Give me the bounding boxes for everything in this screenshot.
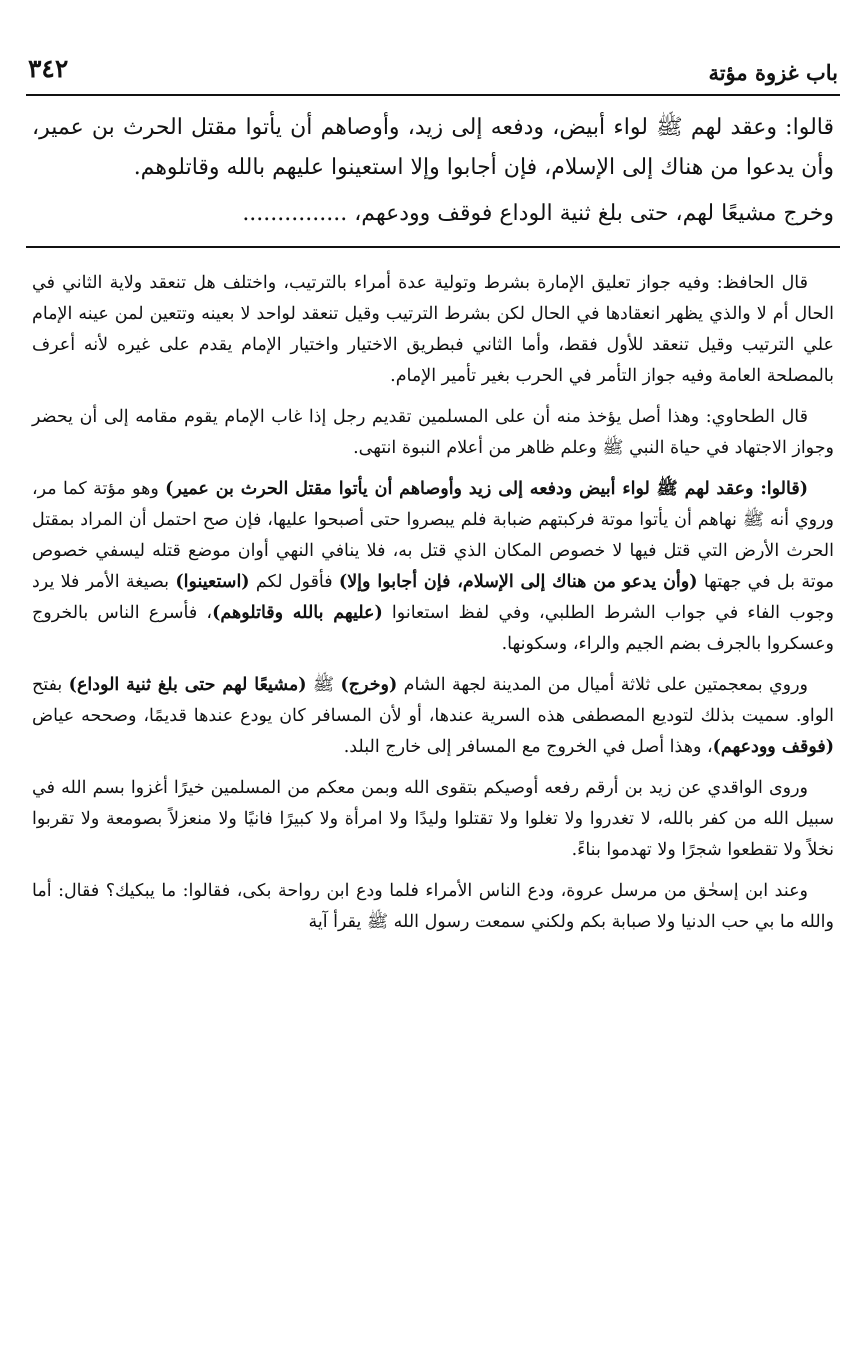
- quoted-text: (وأن يدعو من هناك إلى الإسلام، فإن أجابوا وإلا): [338, 572, 698, 592]
- commentary-paragraph: قال الطحاوي: وهذا أصل يؤخذ منه أن على المسلمين تقديم رجل إذا غاب الإمام يقوم مقامه إلى أن يحضر وجواز الاجتهاد في حياة النبي ﷺ وعلم ظاهر من أعلام النبوة انتهى.: [32, 407, 834, 458]
- page-number: ٣٤٢: [28, 54, 69, 83]
- book-page: [26, 50, 840, 1350]
- commentary-text: ﷺ: [306, 675, 341, 695]
- commentary-text: وروي بمعجمتين على ثلاثة أميال من المدينة لجهة الشام: [397, 675, 809, 695]
- quoted-text: (وخرج): [340, 675, 398, 695]
- commentary-text: فأقول لكم: [249, 572, 339, 592]
- chapter-title: باب غزوة مؤتة: [708, 60, 838, 85]
- quoted-text: (استعينوا): [175, 572, 250, 592]
- commentary-paragraph: [32, 670, 834, 763]
- running-header: [26, 50, 840, 96]
- commentary-text: بصيغة الأمر فلا يرد وجوب الفاء في جواب الشرط الطلبي، وفي لفظ استعانوا: [32, 572, 835, 623]
- quoted-text: (قالوا: وعقد لهم ﷺ لواء أبيض ودفعه إلى زيد وأوصاهم أن يأتوا مقتل الحرث بن عمير): [165, 479, 808, 499]
- commentary-paragraph: وعند ابن إسحٰق من مرسل عروة، ودع الناس الأمراء فلما ودع ابن رواحة بكى، فقالوا: ما يبكيك؟ فقال: أما والله ما بي حب الدنيا ولا صبابة بكم ولكني سمعت رسول الله ﷺ يقرأ آية: [32, 881, 834, 932]
- commentary-paragraph: وروى الواقدي عن زيد بن أرقم رفعه أوصيكم بتقوى الله وبمن معكم من المسلمين خيرًا أغزوا بسم الله في سبيل الله من كفر بالله، لا تغدروا ولا تغلوا ولا تقتلوا وليدًا ولا امرأة ولا كبيرًا فانيًا ولا منعزلاً بصومعة ولا تقربوا نخلاً ولا تقطعوا شجرًا ولا تهدموا بناءً.: [32, 778, 834, 860]
- commentary-paragraph: قال الحافظ: وفيه جواز تعليق الإمارة بشرط وتولية عدة أمراء بالترتيب، واختلف هل تنعقد ولاية الثاني في الحال أم لا والذي يظهر انعقادها في الحال لكن بشرط الترتيب وقيل تنعقد لواحد لا بعينه وتتعين لمن عينه الإمام علي الترتيب وقيل تنعقد للأول فقط، وأما الثاني فبطريق الاختيار واختيار الإمام يقدم على غيره لأنه أعرف بالمصلحة العامة وفيه جواز التأمر في الحرب بغير تأمير الإمام.: [32, 273, 834, 386]
- commentary-text: بفتح الواو. سميت بذلك لتوديع المصطفى هذه السرية عندها، أو لأن المسافر كان يودع عندها قديمًا، وصححه عياض: [32, 675, 834, 726]
- quoted-text: (مشيعًا لهم حتى بلغ ثنية الوداع): [68, 675, 307, 695]
- main-text-paragraph: قالوا: وعقد لهم ﷺ لواء أبيض، ودفعه إلى زيد، وأوصاهم أن يأتوا مقتل الحرث بن عمير، وأن يدعوا من هناك إلى الإسلام، فإن أجابوا وإلا استعينوا عليهم بالله وقاتلوهم.: [32, 115, 834, 180]
- main-text-paragraph: وخرج مشيعًا لهم، حتى بلغ ثنية الوداع فوقف وودعهم، ...............: [242, 201, 834, 226]
- commentary-paragraph: [32, 474, 834, 660]
- text-divider: [26, 246, 840, 248]
- commentary-text: وهو مؤتة كما مر، وروي أنه ﷺ نهاهم أن يأتوا موتة فركبتهم ضبابة فلم يبصروا حتى أصبحوا عليها، فإن صح احتمل أن المراد بمقتل الحرث الأرض التي قتل فيها لا خصوص المكان الذي قتل به، فلا ينافي النهي أوان موضع قتله ليسفي خصوص موتة بل في جهتها: [32, 479, 834, 592]
- quoted-text: (عليهم بالله وقاتلوهم): [212, 603, 383, 623]
- main-text: [32, 108, 834, 234]
- quoted-text: (فوقف وودعهم): [712, 737, 834, 757]
- commentary-text: ، وهذا أصل في الخروج مع المسافر إلى خارج البلد.: [343, 737, 713, 757]
- commentary-text: ، فأسرع الناس بالخروج وعسكروا بالجرف بضم الجيم والراء، وسكونها.: [32, 603, 834, 654]
- commentary: [32, 268, 834, 938]
